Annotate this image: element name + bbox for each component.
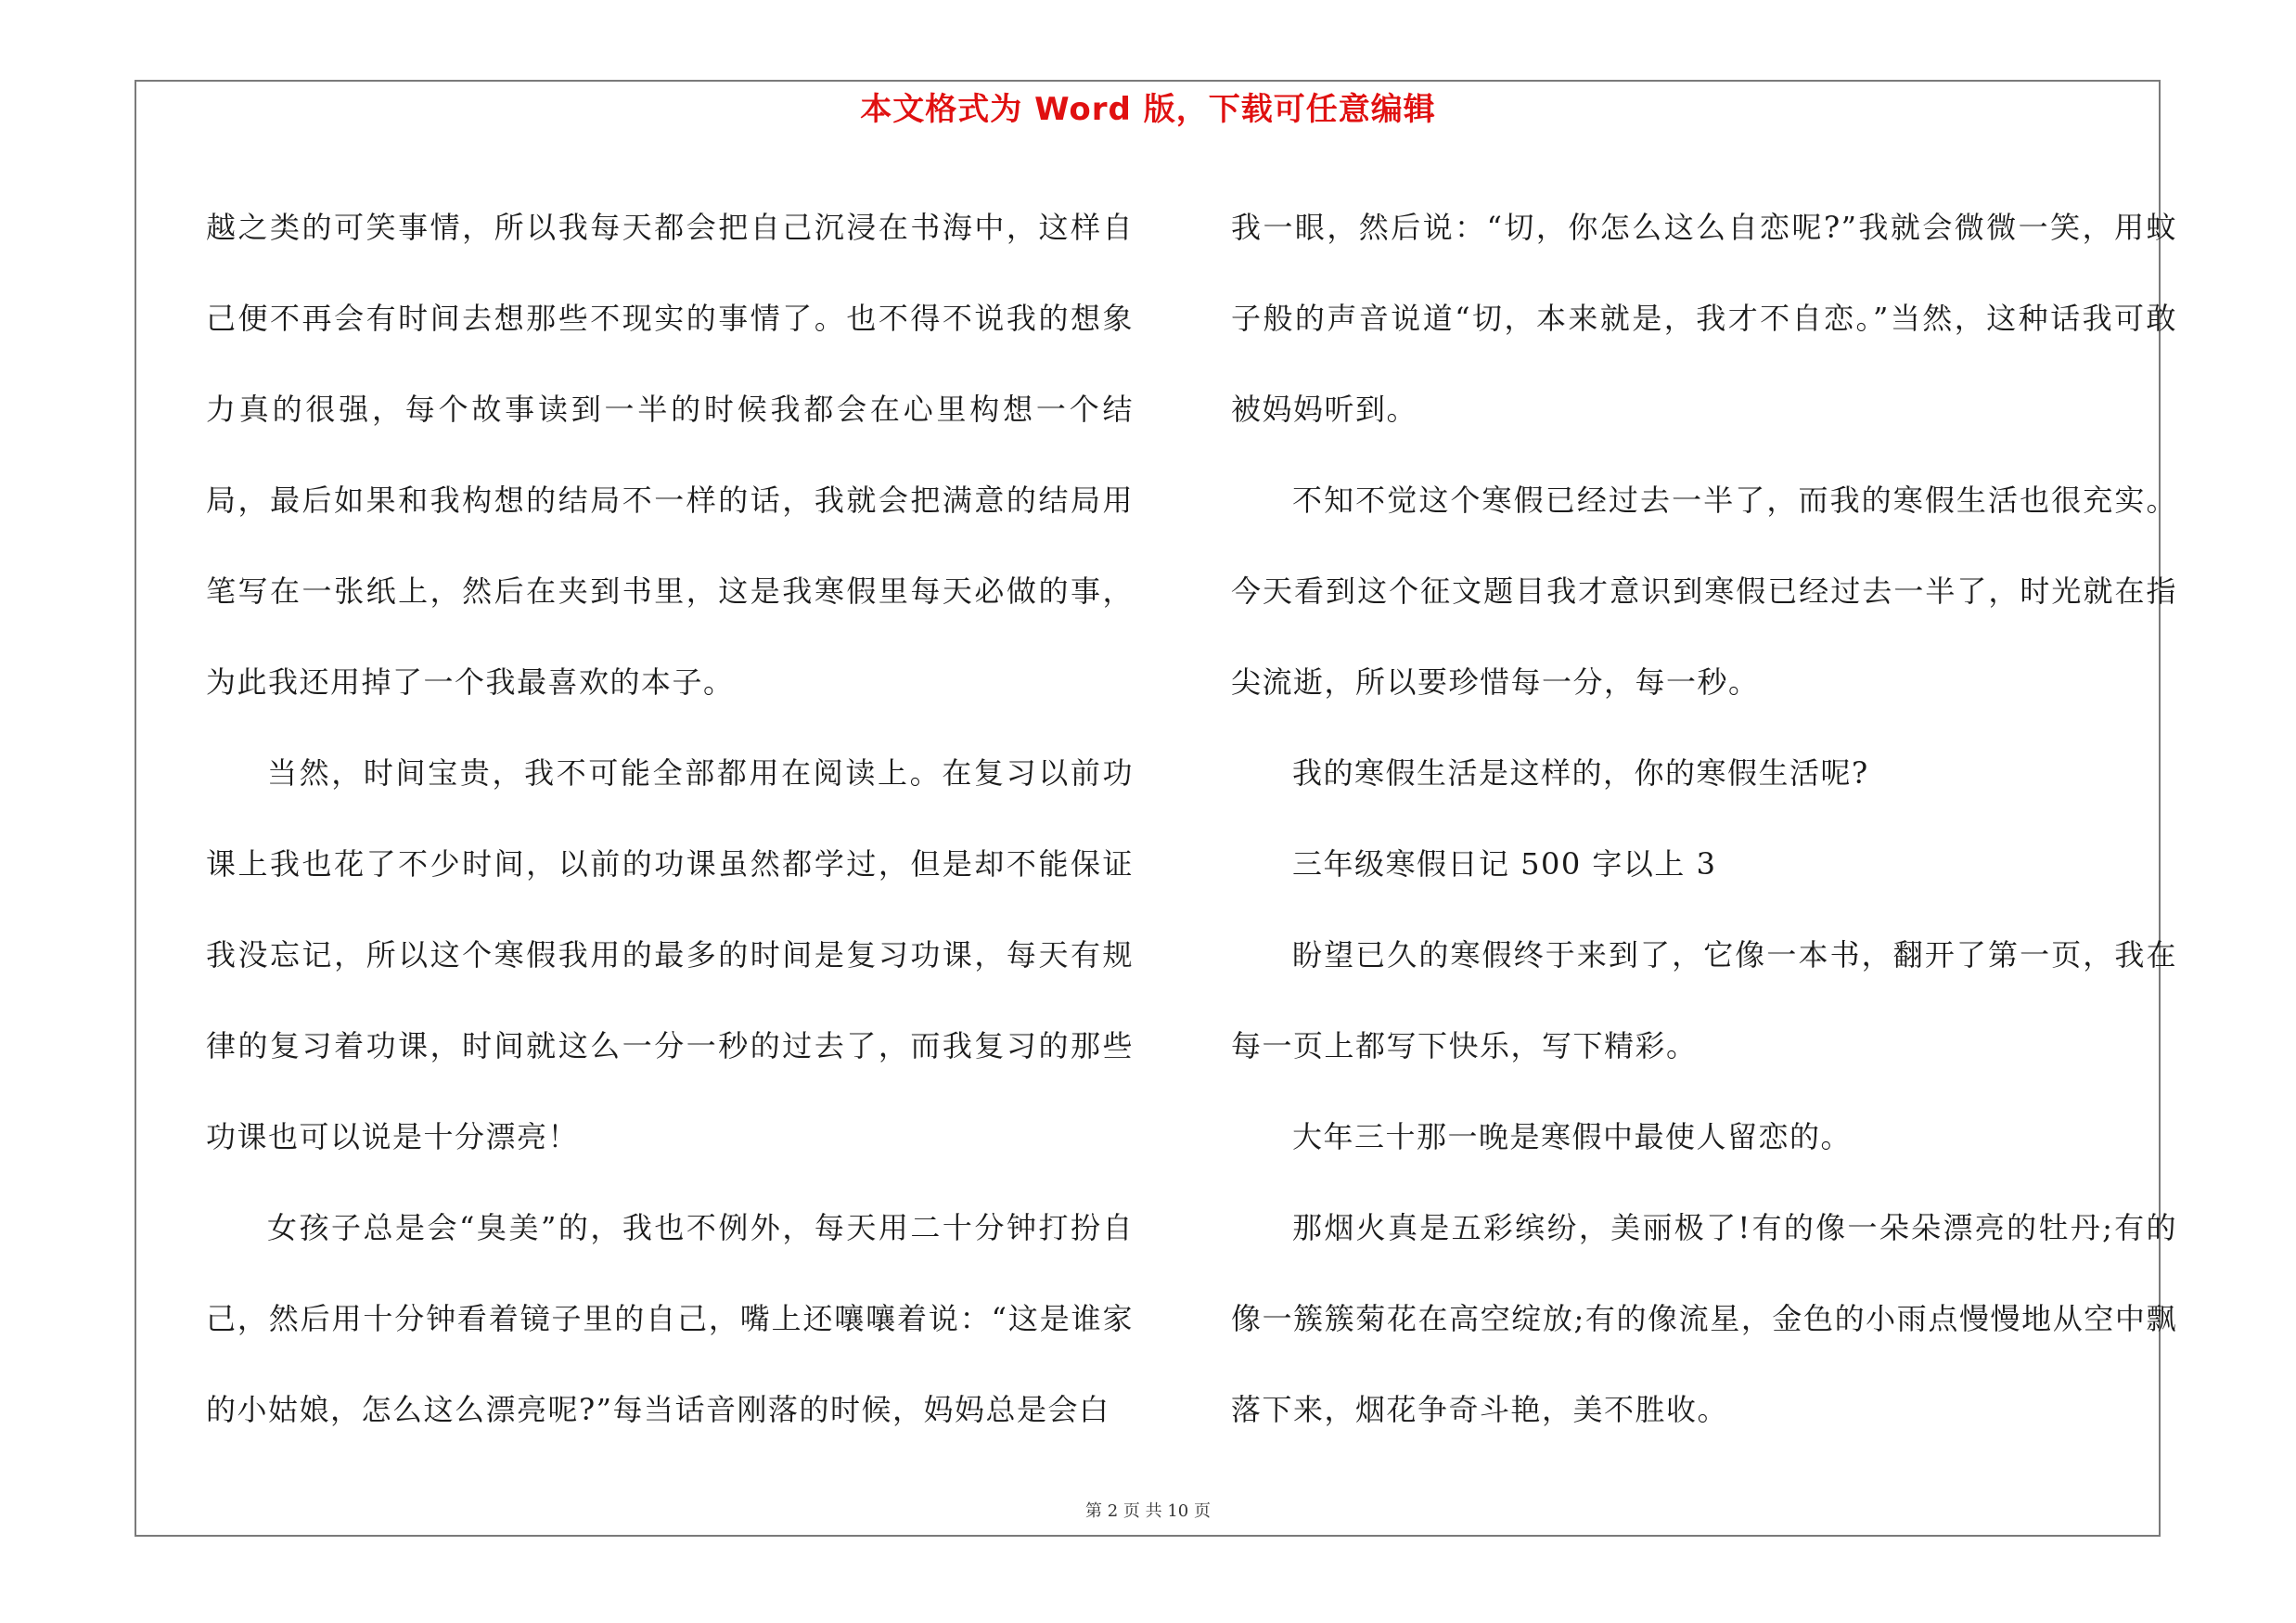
- left-column: [206, 182, 1134, 1455]
- paragraph: 越之类的可笑事情，所以我每天都会把自己沉浸在书海中，这样自己便不再会有时间去想那些不现实的事情了。也不得不说我的想象力真的很强，每个故事读到一半的时候我都会在心里构想一个结局，最后如果和我构想的结局不一样的话，我就会把满意的结局用笔写在一张纸上，然后在夹到书里，这是我寒假里每天必做的事，为此我还用掉了一个我最喜欢的本子。: [206, 210, 1134, 700]
- right-column: [1231, 182, 2177, 1455]
- paragraph: 我的寒假生活是这样的，你的寒假生活呢?: [1292, 755, 1869, 791]
- paragraph: 不知不觉这个寒假已经过去一半了，而我的寒假生活也很充实。今天看到这个征文题目我才意识到寒假已经过去一半了，时光就在指尖流逝，所以要珍惜每一分，每一秒。: [1231, 483, 2177, 700]
- paragraph: 盼望已久的寒假终于来到了，它像一本书，翻开了第一页，我在每一页上都写下快乐，写下精彩。: [1231, 937, 2177, 1063]
- paragraph: 那烟火真是五彩缤纷，美丽极了!有的像一朵朵漂亮的牡丹;有的像一簇簇菊花在高空绽放;有的像流星，金色的小雨点慢慢地从空中飘落下来，烟花争奇斗艳，美不胜收。: [1231, 1210, 2177, 1427]
- page-number: 第 2 页 共 10 页: [1085, 1501, 1211, 1521]
- paragraph: 我一眼，然后说：“切，你怎么这么自恋呢?”我就会微微一笑，用蚊子般的声音说道“切，本来就是，我才不自恋。”当然，这种话我可敢被妈妈听到。: [1231, 210, 2177, 427]
- section-heading: 三年级寒假日记 500 字以上 3: [1292, 846, 1717, 882]
- paragraph: 当然，时间宝贵，我不可能全部都用在阅读上。在复习以前功课上我也花了不少时间，以前的功课虽然都学过，但是却不能保证我没忘记，所以这个寒假我用的最多的时间是复习功课，每天有规律的复习着功课，时间就这么一分一秒的过去了，而我复习的那些功课也可以说是十分漂亮！: [206, 755, 1134, 1154]
- header-banner: 本文格式为 Word 版，下载可任意编辑: [860, 91, 1436, 128]
- paragraph: 大年三十那一晚是寒假中最使人留恋的。: [1292, 1119, 1853, 1154]
- paragraph: 女孩子总是会“臭美”的，我也不例外，每天用二十分钟打扮自己，然后用十分钟看着镜子里的自己，嘴上还嚷嚷着说：“这是谁家的小姑娘，怎么这么漂亮呢?”每当话音刚落的时候，妈妈总是会白: [206, 1210, 1134, 1427]
